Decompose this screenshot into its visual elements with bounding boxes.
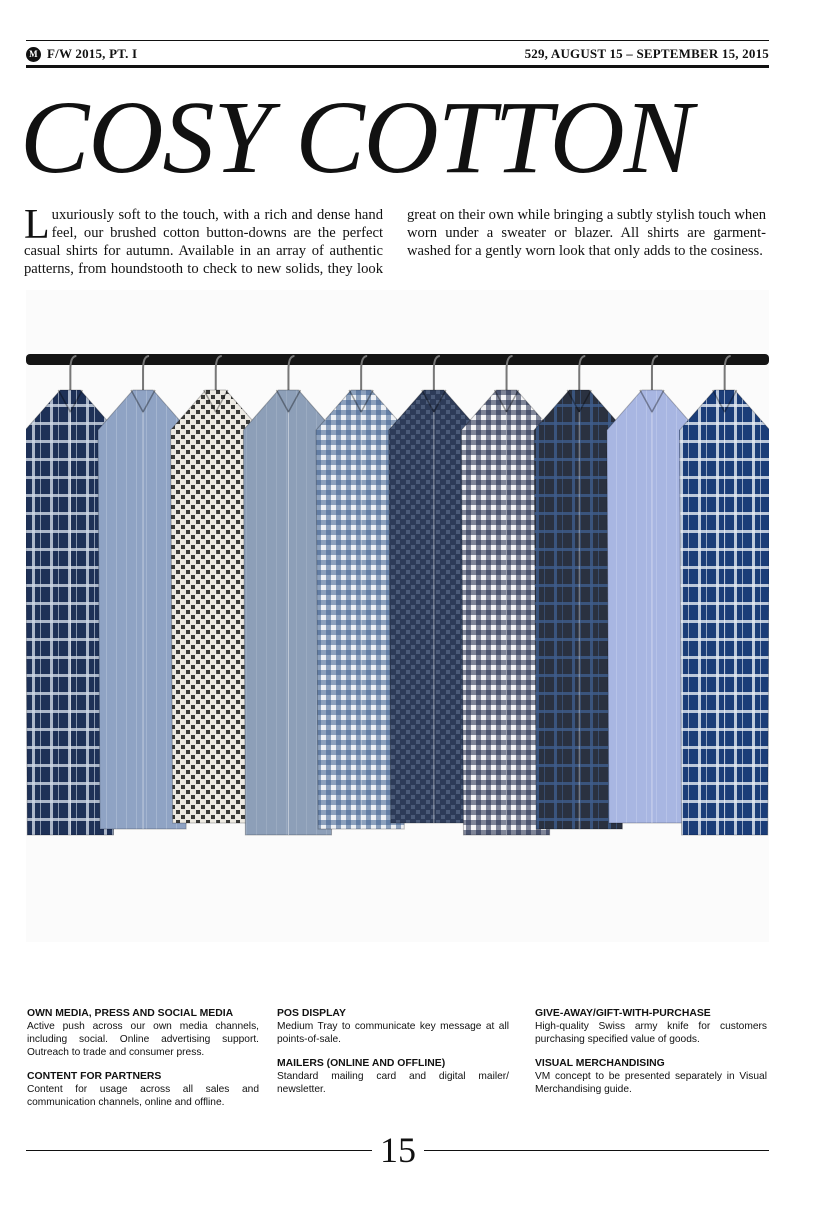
info-text: Content for usage across all sales and communication channels, online and offline. xyxy=(27,1084,259,1108)
running-header xyxy=(26,45,769,63)
info-heading: OWN MEDIA, PRESS AND SOCIAL MEDIA xyxy=(27,1008,234,1019)
info-heading: POS DISPLAY xyxy=(277,1008,346,1019)
info-text: Active push across our own media channels, including social. Online advertising support. Outreach to trade and consumer press. xyxy=(27,1021,259,1058)
info-heading: VISUAL MERCHANDISING xyxy=(535,1058,665,1069)
info-block xyxy=(27,1007,259,1059)
info-heading: CONTENT FOR PARTNERS xyxy=(27,1071,162,1082)
info-block xyxy=(535,1057,767,1096)
info-block xyxy=(277,1007,509,1046)
info-column-1 xyxy=(27,1007,259,1120)
top-rule xyxy=(26,40,769,41)
drop-cap: L xyxy=(24,202,50,248)
footer-rule-right xyxy=(424,1150,769,1151)
info-heading: MAILERS (ONLINE AND OFFLINE) xyxy=(277,1058,446,1069)
shirts-illustration xyxy=(26,290,769,942)
header-rule xyxy=(26,65,769,68)
info-block xyxy=(277,1057,509,1096)
intro-text: uxuriously soft to the touch, with a rich and dense hand feel, our brushed cotton button-downs are the perfect casual shirts for autumn. Available in an array of authentic patterns, from houndstooth to check to new solids, they look great on their own while bringing a subtly stylish touch when worn under a sweater or blazer. All shirts are garment-washed for a gently worn look that only adds to the cosiness. xyxy=(24,207,766,277)
page-number: 15 xyxy=(380,1130,416,1170)
intro-paragraph xyxy=(24,202,766,278)
issue-dates: 529, AUGUST 15 – SEPTEMBER 15, 2015 xyxy=(524,46,769,61)
info-text: High-quality Swiss army knife for customers purchasing specified value of goods. xyxy=(535,1021,767,1045)
info-column-2 xyxy=(277,1007,509,1107)
info-block xyxy=(535,1007,767,1046)
info-text: Standard mailing card and digital mailer/ newsletter. xyxy=(277,1071,509,1095)
info-block xyxy=(27,1070,259,1109)
info-heading: GIVE-AWAY/GIFT-WITH-PURCHASE xyxy=(535,1008,711,1019)
info-column-3 xyxy=(535,1007,767,1107)
info-text: Medium Tray to communicate key message at all points-of-sale. xyxy=(277,1021,509,1045)
footer-rule-left xyxy=(26,1150,372,1151)
shirts-photo xyxy=(26,290,769,942)
issue-label: F/W 2015, PT. I xyxy=(47,46,138,61)
page-title: COSY COTTON xyxy=(20,80,693,195)
header-left xyxy=(26,46,137,62)
info-text: VM concept to be presented separately in Visual Merchandising guide. xyxy=(535,1071,767,1095)
brand-logo-icon: M xyxy=(26,47,41,62)
